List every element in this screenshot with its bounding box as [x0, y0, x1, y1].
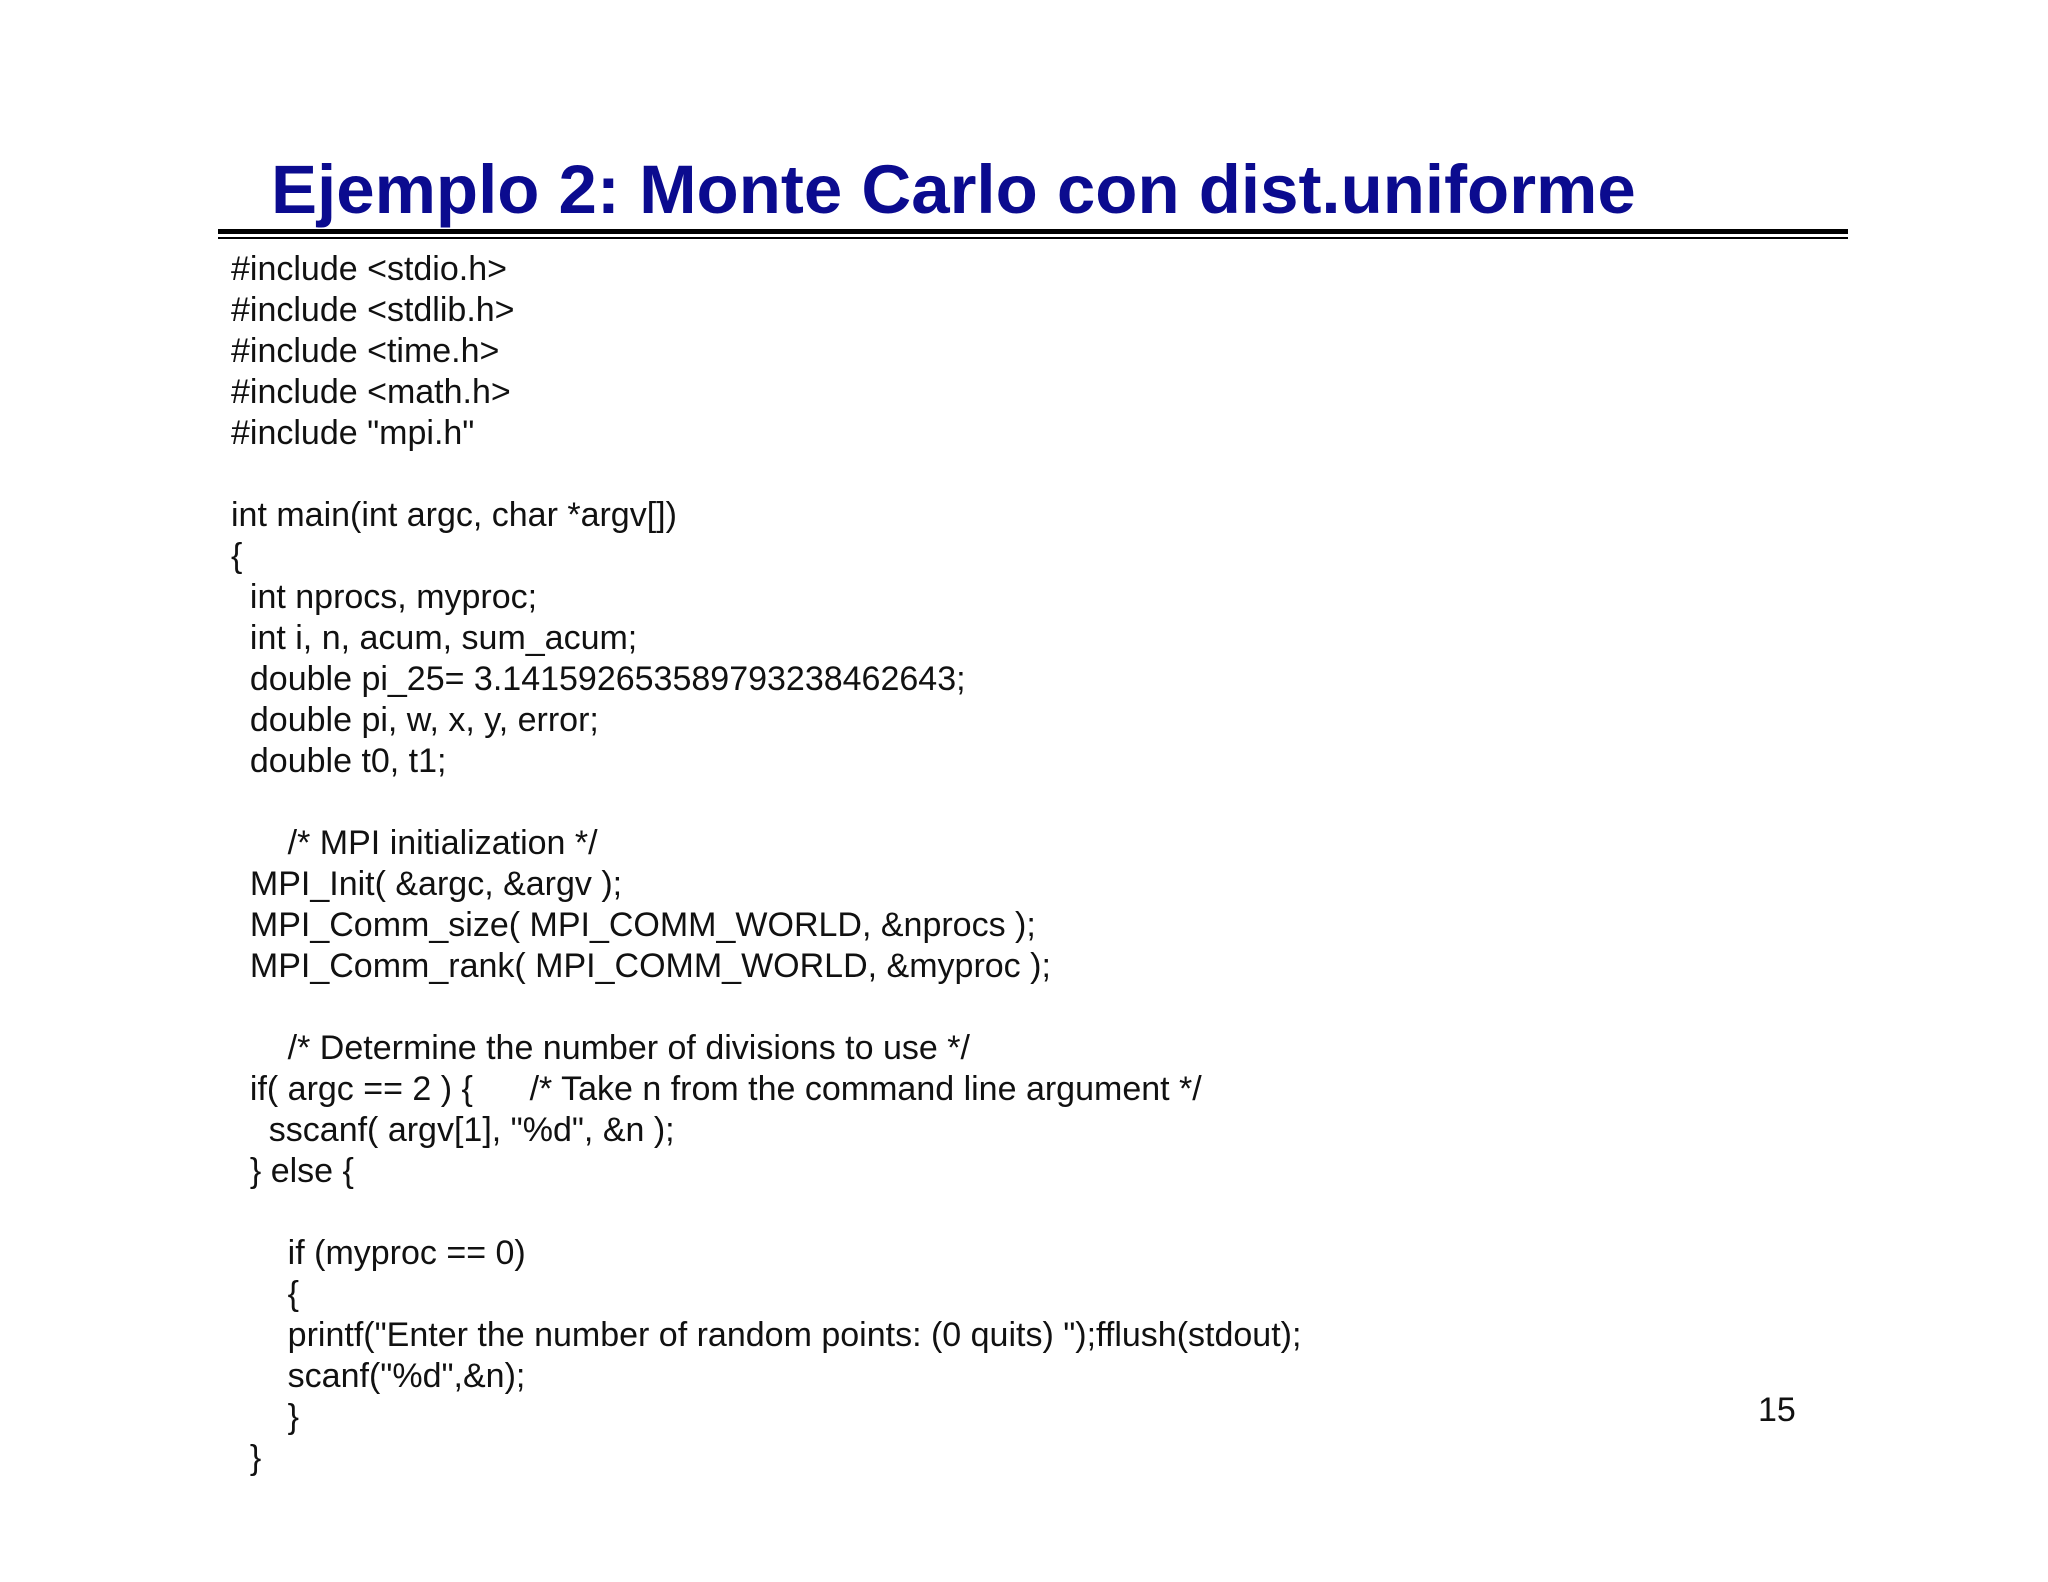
page-number: 15 [1758, 1391, 1796, 1429]
code-line: { [231, 537, 243, 575]
slide-title: Ejemplo 2: Monte Carlo con dist.uniforme [271, 151, 1636, 228]
code-line [231, 1192, 1301, 1233]
code-line: #include <math.h> [231, 373, 511, 411]
code-line [231, 454, 1301, 495]
code-line: printf("Enter the number of random points: (0 quits) ");fflush(stdout); [231, 1316, 1302, 1354]
code-line: MPI_Comm_rank( MPI_COMM_WORLD, &myproc ); [231, 947, 1051, 985]
code-line: MPI_Comm_size( MPI_COMM_WORLD, &nprocs ); [231, 906, 1036, 944]
code-listing [231, 249, 1301, 1479]
code-line: { [231, 1275, 300, 1313]
code-line: int main(int argc, char *argv[]) [231, 496, 677, 534]
code-line: double t0, t1; [231, 742, 447, 780]
title-underline-thin [218, 237, 1848, 239]
code-line [231, 782, 1301, 823]
code-line: #include <stdlib.h> [231, 291, 515, 329]
title-underline-thick [218, 229, 1848, 234]
code-line: /* Determine the number of divisions to use */ [231, 1029, 970, 1067]
code-line: MPI_Init( &argc, &argv ); [231, 865, 623, 903]
code-line: #include <stdio.h> [231, 250, 507, 288]
code-line: int i, n, acum, sum_acum; [231, 619, 638, 657]
code-line: double pi_25= 3.141592653589793238462643; [231, 660, 966, 698]
code-line: sscanf( argv[1], "%d", &n ); [231, 1111, 675, 1149]
code-line: #include "mpi.h" [231, 414, 475, 452]
code-line: double pi, w, x, y, error; [231, 701, 599, 739]
code-line: if (myproc == 0) [231, 1234, 526, 1272]
code-line: int nprocs, myproc; [231, 578, 538, 616]
code-line [231, 987, 1301, 1028]
code-line: } [231, 1398, 300, 1436]
code-line: } else { [231, 1152, 354, 1190]
code-line: if( argc == 2 ) { /* Take n from the command line argument */ [231, 1070, 1202, 1108]
code-line: /* MPI initialization */ [231, 824, 598, 862]
code-line: scanf("%d",&n); [231, 1357, 526, 1395]
code-line: } [231, 1439, 262, 1477]
code-line: #include <time.h> [231, 332, 500, 370]
